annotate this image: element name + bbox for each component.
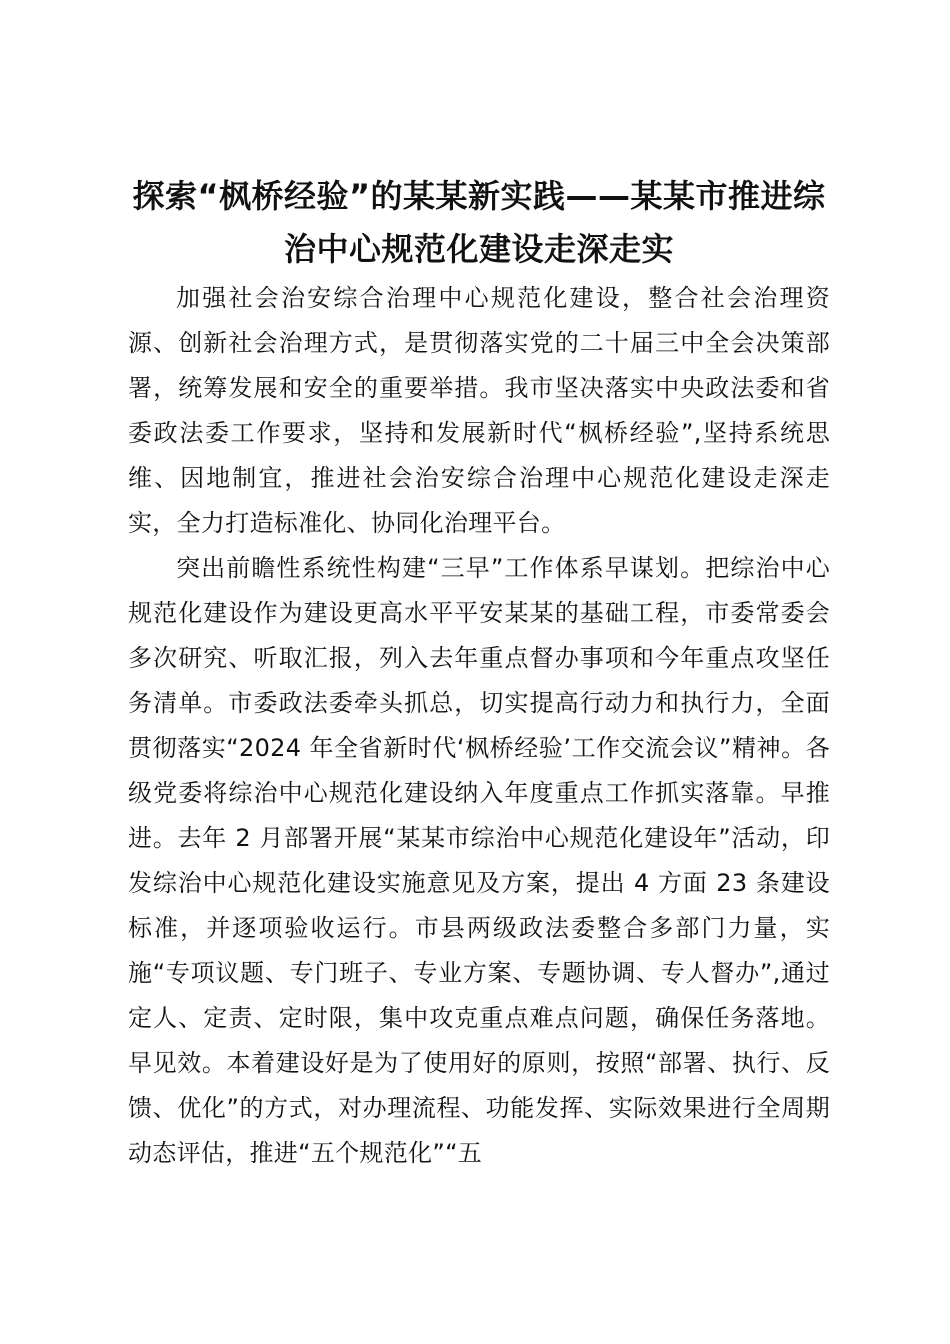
paragraph-intro: 加强社会治安综合治理中心规范化建设，整合社会治理资源、创新社会治理方式，是贯彻落实党的二十届三中全会决策部署，统筹发展和安全的重要举措。我市坚决落实中央政法委和省委政法委工作要求，坚持和发展新时代“枫桥经验”,坚持系统思维、因地制宜，推进社会治安综合治理中心规范化建设走深走实，全力打造标准化、协同化治理平台。 — [128, 284, 830, 537]
document-title: 探索“枫桥经验”的某某新实践——某某市推进综治中心规范化建设走深走实 — [132, 177, 826, 268]
document-body — [128, 170, 830, 1176]
paragraph-three-early: 突出前瞻性系统性构建“三早”工作体系早谋划。把综治中心规范化建设作为建设更高水平平安某某的基础工程，市委常委会多次研究、听取汇报，列入去年重点督办事项和今年重点攻坚任务清单。市委政法委牵头抓总，切实提高行动力和执行力，全面贯彻落实“2024 年全省新时代‘枫桥经验’工作交流会议”精神。各级党委将综治中心规范化建设纳入年度重点工作抓实落靠。早推进。去年 2 月部署开展“某某市综治中心规范化建设年”活动，印发综治中心规范化建设实施意见及方案，提出 4 方面 23 条建设标准，并逐项验收运行。市县两级政法委整合多部门力量，实施“专项议题、专门班子、专业方案、专题协调、专人督办”,通过定人、定责、定时限，集中攻克重点难点问题，确保任务落地。早见效。本着建设好是为了使用好的原则，按照“部署、执行、反馈、优化”的方式，对办理流程、功能发挥、实际效果进行全周期动态评估，推进“五个规范化”“五 — [128, 554, 830, 1167]
